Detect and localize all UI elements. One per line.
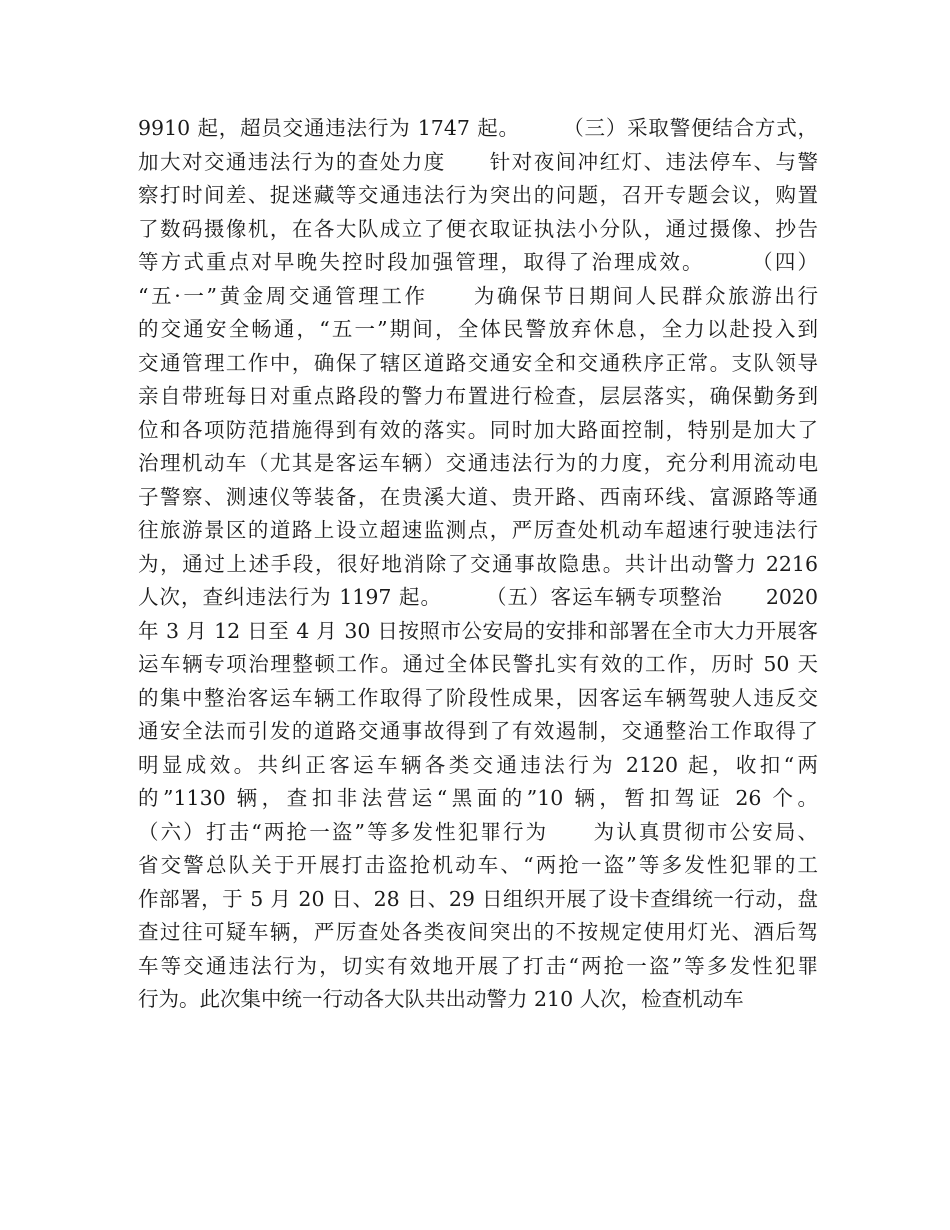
body-text	[138, 112, 818, 1017]
text-line-14: 为，通过上述手段，很好地消除了交通事故隐患。共计出动警力 2216	[138, 551, 818, 576]
text-line-18: 的集中整治客运车辆工作取得了阶段性成果，因客运车辆驾驶人违反交	[138, 685, 818, 710]
text-line-1: 9910 起，超员交通违法行为 1747 起。 （三）采取警便结合方式，	[138, 116, 818, 140]
text-line-25: 查过往可疑车辆，严厉查处各类夜间突出的不按规定使用灯光、酒后驾	[138, 920, 818, 944]
text-line-8: 交通管理工作中，确保了辖区道路交通安全和交通秩序正常。支队领导	[138, 350, 818, 375]
text-line-4: 了数码摄像机，在各大队成立了便衣取证执法小分队，通过摄像、抄告	[138, 216, 818, 241]
text-line-6: “五·一”黄金周交通管理工作 为确保节日期间人民群众旅游出行	[138, 283, 818, 308]
text-line-16: 年 3 月 12 日至 4 月 30 日按照市公安局的安排和部署在全市大力开展客	[138, 618, 818, 643]
text-line-24: 作部署，于 5 月 20 日、28 日、29 日组织开展了设卡查缉统一行动，盘	[138, 886, 818, 911]
text-line-17: 运车辆专项治理整顿工作。通过全体民警扎实有效的工作，历时 50 天	[138, 652, 818, 676]
text-line-13: 往旅游景区的道路上设立超速监测点，严厉查处机动车超速行驶违法行	[138, 518, 818, 542]
text-line-2: 加大对交通违法行为的查处力度 针对夜间冲红灯、违法停车、与警	[138, 149, 818, 174]
text-line-23: 省交警总队关于开展打击盗抢机动车、“两抢一盗”等多发性犯罪的工	[138, 853, 818, 877]
text-line-12: 子警察、测速仪等装备，在贵溪大道、贵开路、西南环线、富源路等通	[138, 484, 818, 509]
text-line-15: 人次，查纠违法行为 1197 起。 （五）客运车辆专项整治 2020	[138, 585, 818, 609]
text-line-27: 行为。此次集中统一行动各大队共出动警力 210 人次，检查机动车	[138, 987, 744, 1011]
text-line-9: 亲自带班每日对重点路段的警力布置进行检查，层层落实，确保勤务到	[138, 384, 818, 408]
text-line-7: 的交通安全畅通，“五一”期间，全体民警放弃休息，全力以赴投入到	[138, 317, 818, 341]
text-line-5: 等方式重点对早晚失控时段加强管理，取得了治理成效。 （四）	[138, 250, 818, 274]
text-line-26: 车等交通违法行为，切实有效地开展了打击“两抢一盗”等多发性犯罪	[138, 953, 818, 978]
text-line-21: 的”1130 辆，查扣非法营运“黑面的”10 辆，暂扣驾证 26 个。	[138, 786, 818, 810]
text-line-20: 明显成效。共纠正客运车辆各类交通违法行为 2120 起，收扣“两	[138, 752, 818, 777]
text-line-10: 位和各项防范措施得到有效的落实。同时加大路面控制，特别是加大了	[138, 417, 818, 442]
text-line-11: 治理机动车（尤其是客运车辆）交通违法行为的力度，充分利用流动电	[138, 451, 818, 475]
text-line-22: （六）打击“两抢一盗”等多发性犯罪行为 为认真贯彻市公安局、	[138, 819, 818, 844]
text-line-3: 察打时间差、捉迷藏等交通违法行为突出的问题，召开专题会议，购置	[138, 183, 818, 207]
text-line-19: 通安全法而引发的道路交通事故得到了有效遏制，交通整治工作取得了	[138, 719, 818, 743]
